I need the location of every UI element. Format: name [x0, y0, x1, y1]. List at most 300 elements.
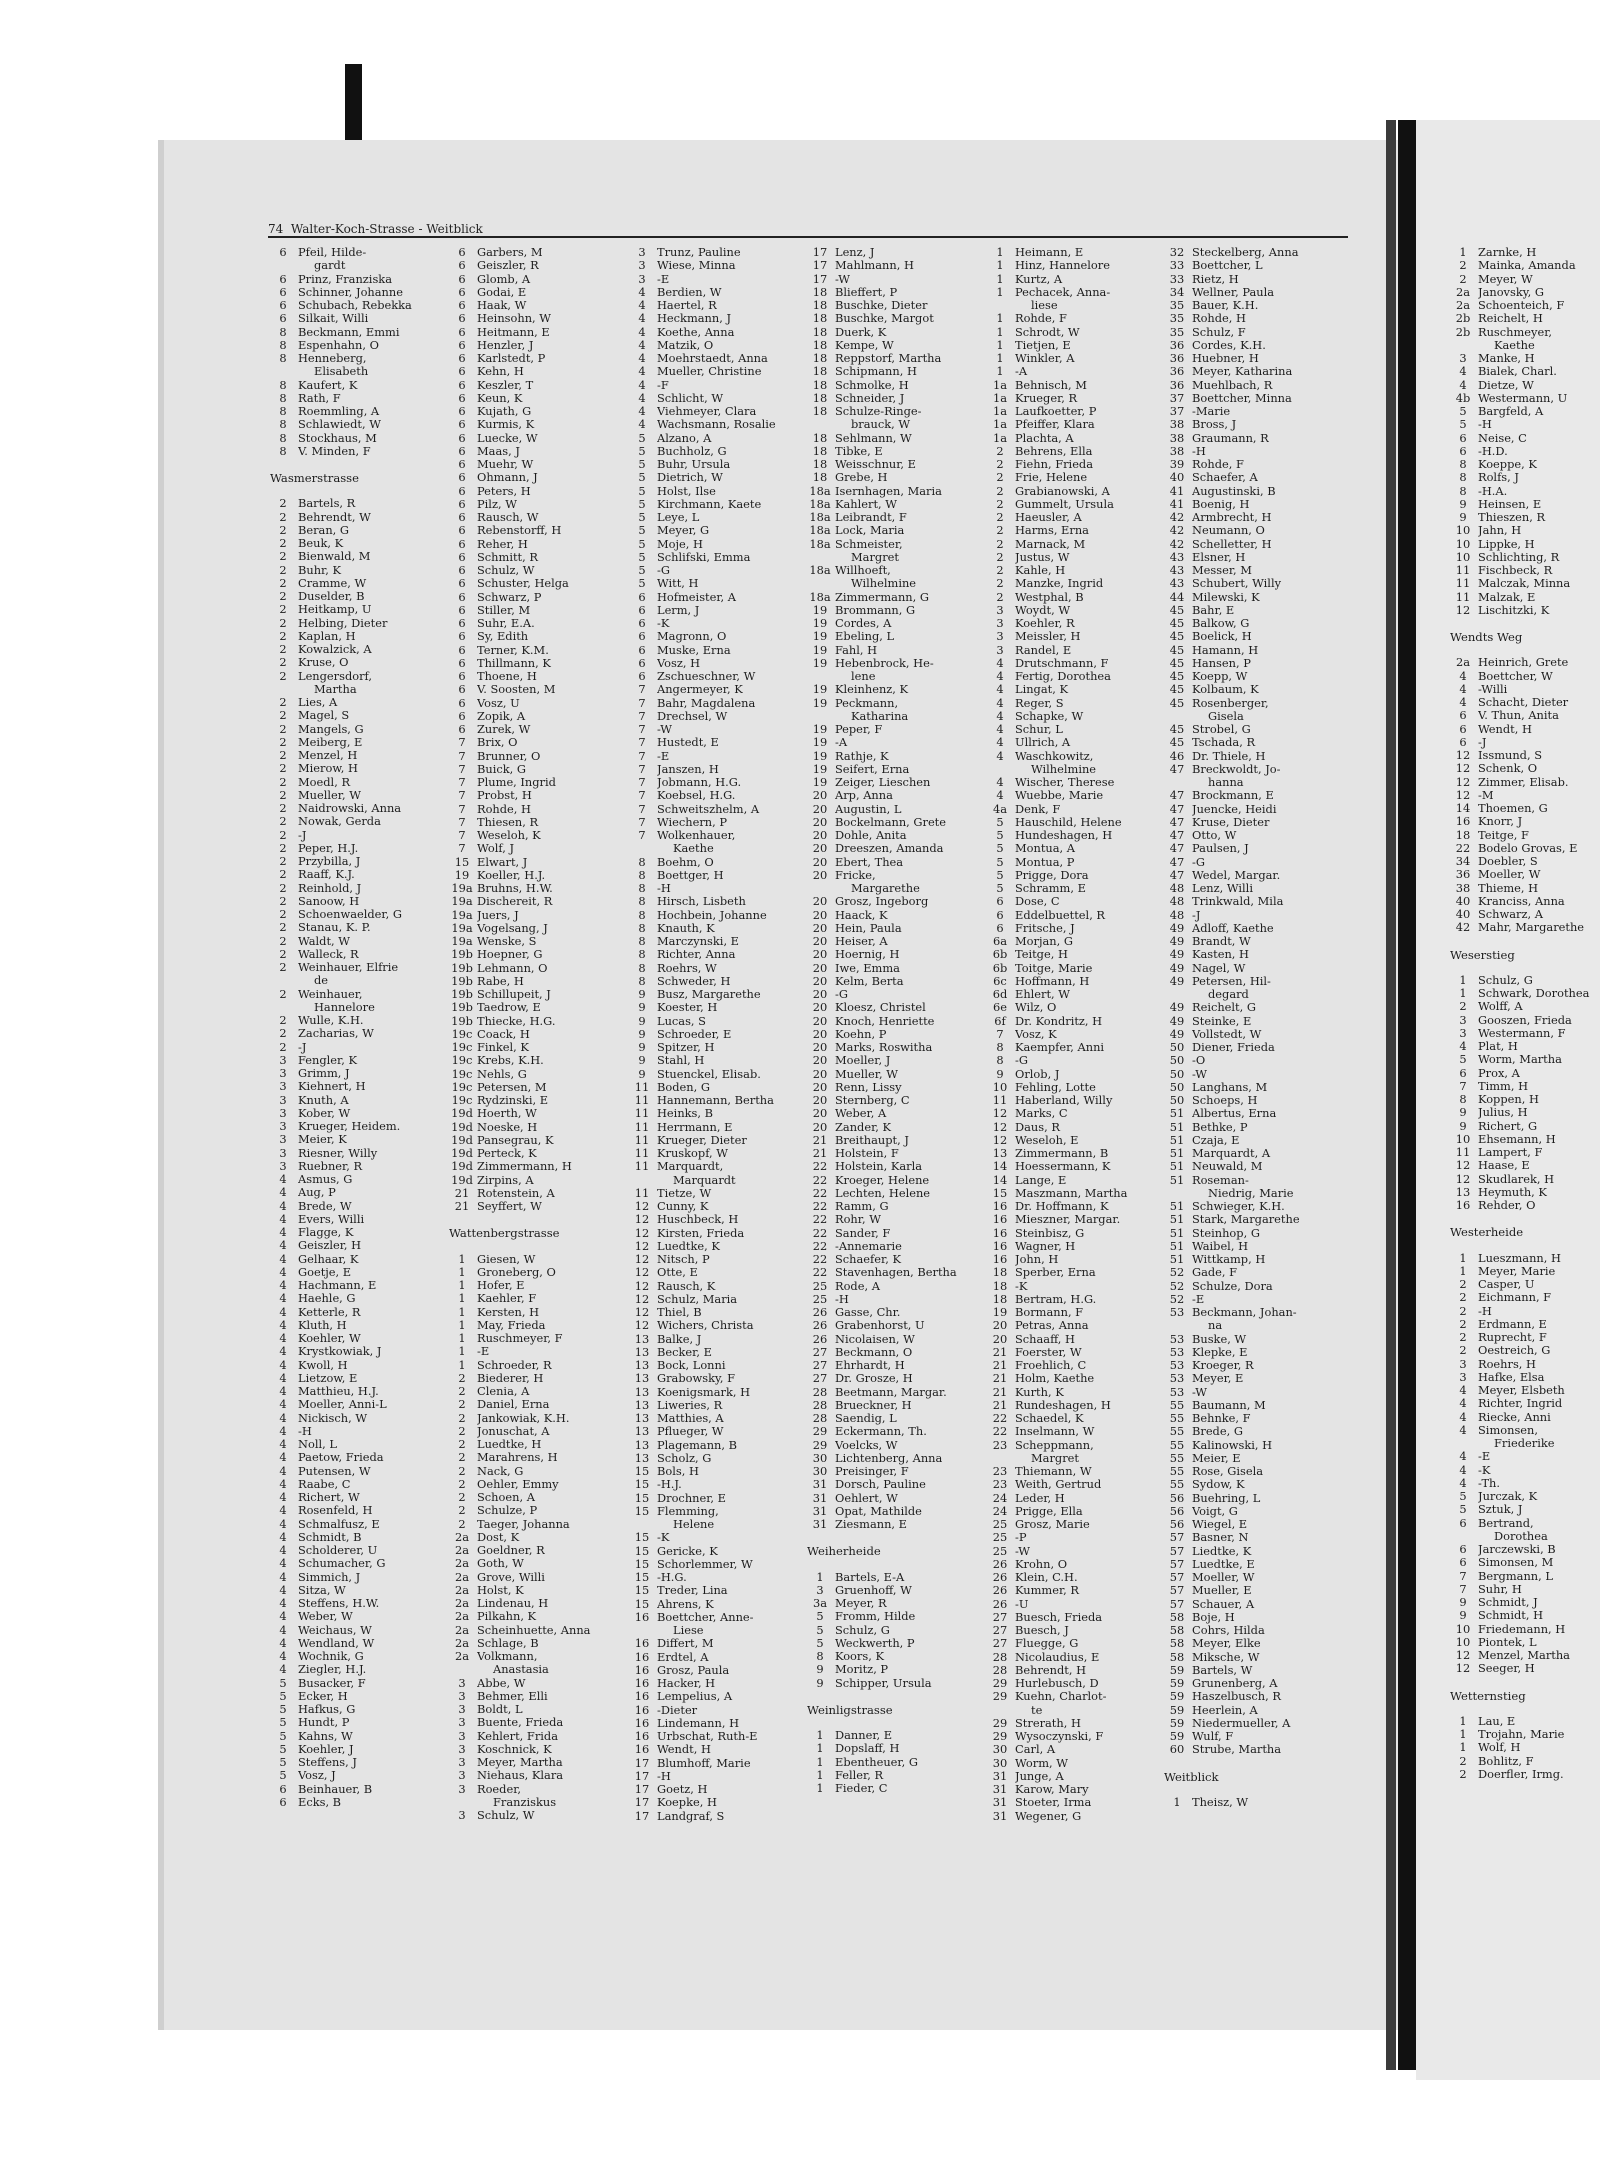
directory-entry [447, 670, 619, 683]
house-number: 1a [992, 430, 1008, 445]
directory-entry [1448, 273, 1598, 286]
house-number: 20 [812, 960, 828, 975]
resident-name: Schulze-Ringe- [835, 405, 922, 418]
directory-entry [985, 1147, 1157, 1160]
resident-name: Biederer, H [477, 1371, 544, 1385]
resident-name: Rietz, H [1192, 272, 1239, 286]
directory-entry [447, 1015, 619, 1028]
directory-entry [805, 1372, 977, 1385]
resident-name: Bartels, W [1192, 1663, 1253, 1677]
house-number [268, 974, 298, 987]
directory-entry [805, 432, 977, 445]
house-number: 19c [451, 1040, 473, 1054]
resident-name: Elisabeth [314, 365, 369, 379]
house-number: 1 [458, 1357, 466, 1372]
house-number: 20 [812, 987, 828, 1001]
house-number: 31 [812, 1503, 828, 1518]
resident-name: Heinrich, Grete [1478, 656, 1569, 670]
directory-entry [985, 895, 1157, 908]
directory-entry [1162, 1293, 1352, 1306]
directory-entry [447, 458, 619, 471]
house-number: 52 [1169, 1278, 1185, 1293]
directory-entry [268, 259, 440, 272]
resident-name: degard [1208, 988, 1249, 1001]
directory-entry [1162, 1598, 1352, 1611]
house-number: 38 [1169, 430, 1185, 445]
resident-name: Schapke, W [1015, 709, 1084, 723]
directory-entry [627, 1147, 799, 1160]
resident-name: Margret [1031, 1451, 1079, 1465]
directory-entry [1162, 736, 1352, 749]
directory-entry [447, 1783, 619, 1796]
directory-entry [1162, 988, 1352, 1001]
directory-entry [627, 352, 799, 365]
resident-name: Elwart, J [477, 855, 528, 869]
resident-name: Lock, Maria [835, 524, 905, 538]
house-number: 45 [1169, 722, 1185, 736]
house-number: 8 [996, 1053, 1004, 1068]
house-number: 53 [1169, 1371, 1185, 1386]
resident-name: -H [1478, 1304, 1492, 1318]
house-number: 4 [1459, 695, 1467, 709]
house-number: 19c [451, 1066, 473, 1081]
directory-entry [268, 749, 440, 762]
resident-name: Prigge, Ella [1015, 1504, 1083, 1518]
house-number: 37 [1169, 404, 1185, 418]
directory-entry [805, 1028, 977, 1041]
resident-name: Heckmann, J [657, 312, 732, 326]
house-number: 3 [279, 1105, 287, 1120]
resident-name: Kluth, H [298, 1318, 347, 1332]
resident-name: Steinbisz, G [1015, 1226, 1085, 1240]
house-number: 11 [634, 1119, 650, 1134]
resident-name: Drutschmann, F [1015, 656, 1109, 670]
house-number: 4 [996, 655, 1004, 670]
resident-name: Schulz, F [1192, 325, 1246, 339]
house-number: 11 [1455, 589, 1471, 604]
house-number: 17 [812, 258, 828, 273]
resident-name: Heinsohn, W [477, 312, 551, 326]
house-number: 51 [1169, 1212, 1185, 1227]
resident-name: Mueller, E [1192, 1584, 1252, 1598]
house-number: 2 [458, 1397, 466, 1412]
resident-name: Beetmann, Margar. [835, 1385, 947, 1399]
directory-entry [1162, 617, 1352, 630]
house-number: 49 [1169, 1000, 1185, 1015]
resident-name: Bockelmann, Grete [835, 815, 947, 829]
directory-entry [447, 551, 619, 564]
resident-name: Lueszmann, H [1478, 1251, 1561, 1265]
house-number: 2 [279, 695, 287, 709]
house-number: 15 [634, 1464, 650, 1478]
directory-entry [447, 524, 619, 537]
resident-name: Harms, Erna [1015, 524, 1089, 538]
house-number: 11 [634, 1079, 650, 1094]
house-number: 17 [812, 271, 828, 286]
house-number: 45 [1169, 735, 1185, 750]
resident-name: Terner, K.M. [477, 643, 549, 657]
house-number: 6 [1459, 734, 1467, 749]
directory-entry [985, 273, 1157, 286]
resident-name: Beinhauer, B [298, 1782, 373, 1796]
directory-entry [1448, 1530, 1598, 1543]
house-number: 2a [454, 1569, 470, 1584]
house-number: 2 [458, 1490, 466, 1504]
resident-name: Wittkamp, H [1192, 1253, 1266, 1266]
house-number: 14 [1455, 801, 1471, 815]
directory-entry [627, 418, 799, 431]
resident-name: -W [835, 272, 850, 286]
resident-name: Giesen, W [477, 1252, 536, 1266]
house-number: 5 [638, 536, 646, 551]
resident-name: Brix, O [477, 736, 518, 750]
house-number: 2 [1459, 271, 1467, 286]
directory-entry [627, 1690, 799, 1703]
house-number: 6d [992, 987, 1008, 1001]
house-number: 19 [812, 722, 828, 736]
directory-entry [447, 1557, 619, 1570]
directory-entry [268, 1557, 440, 1570]
directory-entry [805, 1266, 977, 1279]
resident-name: Schwarz, A [1478, 908, 1543, 921]
resident-name: Fahl, H [835, 643, 878, 657]
resident-name: Krebs, K.H. [477, 1054, 544, 1068]
directory-entry [627, 829, 799, 842]
house-number: 1 [996, 258, 1004, 273]
resident-name: -E [657, 272, 670, 286]
directory-entry [447, 1068, 619, 1081]
resident-name: -J [1192, 908, 1201, 922]
house-number: 40 [1455, 893, 1471, 908]
resident-name: Wichers, Christa [657, 1319, 754, 1333]
directory-entry [268, 643, 440, 656]
resident-name: Liweries, R [657, 1398, 723, 1412]
directory-entry [985, 1386, 1157, 1399]
directory-entry [985, 1081, 1157, 1094]
resident-name: Meissler, H [1015, 630, 1081, 644]
resident-name: Schinner, Johanne [298, 285, 403, 299]
directory-entry [1448, 1133, 1598, 1146]
house-number: 6 [458, 669, 466, 683]
house-number: 9 [996, 1066, 1004, 1081]
directory-entry [805, 1386, 977, 1399]
directory-entry [268, 1094, 440, 1107]
resident-name: Pechacek, Anna- [1015, 285, 1111, 299]
directory-entry [985, 882, 1157, 895]
house-number: 5 [638, 523, 646, 538]
house-number: 3 [458, 1755, 466, 1769]
resident-name: Schur, L [1015, 723, 1063, 736]
directory-entry [268, 1133, 440, 1146]
resident-name: Dreeszen, Amanda [835, 842, 944, 856]
directory-entry [627, 803, 799, 816]
directory-entry [985, 1319, 1157, 1332]
directory-entry [447, 1372, 619, 1385]
resident-name: Nehls, G [477, 1067, 527, 1081]
resident-name: Willhoeft, [835, 564, 891, 577]
directory-entry [1162, 1041, 1352, 1054]
house-number: 4 [638, 364, 646, 379]
resident-name: Jurczak, K [1478, 1490, 1538, 1503]
directory-entry [447, 683, 619, 696]
resident-name: Hoessermann, K [1015, 1160, 1111, 1174]
resident-name: Niedrig, Marie [1208, 1186, 1294, 1200]
directory-entry [447, 405, 619, 418]
house-number: 6 [638, 655, 646, 670]
house-number: 6 [458, 496, 466, 511]
directory-entry [268, 1239, 440, 1252]
resident-name: Stockhaus, M [298, 431, 377, 445]
house-number [985, 1704, 1015, 1717]
house-number: 4 [1459, 1422, 1467, 1437]
house-number: 1 [816, 1767, 824, 1782]
directory-entry [1162, 1266, 1352, 1279]
resident-name: Klepke, E [1192, 1345, 1248, 1359]
house-number: 6 [279, 1794, 287, 1809]
resident-name: Grabowsky, F [657, 1372, 736, 1386]
house-number: 5 [816, 1609, 824, 1624]
directory-entry [1162, 458, 1352, 471]
house-number: 59 [1169, 1715, 1185, 1730]
directory-entry [985, 1677, 1157, 1690]
directory-entry [268, 537, 440, 550]
directory-entry [1162, 723, 1352, 736]
directory-entry [1162, 697, 1352, 710]
resident-name: Vosz, H [657, 656, 701, 670]
house-number: 6 [458, 245, 466, 259]
resident-name: Dr. Grosze, H [835, 1372, 913, 1386]
directory-entry [627, 683, 799, 696]
resident-name: Dr. Kondritz, H [1015, 1014, 1103, 1028]
directory-entry [985, 551, 1157, 564]
directory-entry [627, 895, 799, 908]
house-number: 45 [1169, 655, 1185, 670]
directory-entry [1448, 564, 1598, 577]
resident-name: Plachta, A [1015, 431, 1074, 445]
resident-name: Armbrecht, H [1192, 511, 1272, 524]
directory-entry [1448, 1649, 1598, 1662]
resident-name: Meier, K [298, 1133, 347, 1147]
directory-entry [985, 259, 1157, 272]
directory-entry [985, 577, 1157, 590]
house-number: 2a [1455, 298, 1471, 312]
resident-name: Dietrich, W [657, 471, 723, 485]
directory-entry [1448, 339, 1598, 352]
directory-entry [1162, 1399, 1352, 1412]
resident-name: -K [1015, 1279, 1028, 1293]
resident-name: Ziegler, H.J. [298, 1663, 367, 1677]
house-number: 7 [458, 775, 466, 789]
house-number: 30 [812, 1464, 828, 1478]
resident-name: Haase, E [1478, 1159, 1530, 1173]
house-number: 6 [279, 298, 287, 312]
house-number: 59 [1169, 1662, 1185, 1677]
house-number: 7 [458, 828, 466, 842]
directory-entry [985, 246, 1157, 259]
resident-name: Richert, G [1478, 1119, 1538, 1133]
resident-name: te [1031, 1703, 1043, 1717]
house-number: 12 [1455, 774, 1471, 789]
resident-name: Thoemen, G [1478, 802, 1548, 815]
resident-name: Helene [673, 1518, 715, 1531]
resident-name: Koenigsmark, H [657, 1385, 751, 1399]
resident-name: Schwarz, P [477, 590, 542, 604]
directory-entry [805, 1134, 977, 1147]
resident-name: Schoenwaelder, G [298, 908, 402, 921]
resident-name: Brommann, G [835, 603, 916, 617]
house-number: 7 [458, 788, 466, 803]
house-number: 7 [458, 814, 466, 829]
directory-entry [447, 485, 619, 498]
directory-entry [1448, 1464, 1598, 1477]
resident-name: Bahr, Magdalena [657, 696, 756, 710]
directory-entry [805, 1584, 977, 1597]
directory-entry [985, 1068, 1157, 1081]
resident-name: Kaplan, H [298, 629, 356, 643]
resident-name: Lischitzki, K [1478, 603, 1550, 617]
house-number: 8 [638, 960, 646, 975]
resident-name: Schipper, Ursula [835, 1676, 932, 1690]
resident-name: Hoernig, H [835, 948, 900, 962]
house-number [627, 842, 657, 855]
resident-name: Perteck, K [477, 1147, 537, 1160]
resident-name: Voelcks, W [835, 1438, 898, 1452]
house-number: 20 [812, 1119, 828, 1134]
directory-entry [985, 458, 1157, 471]
resident-name: Asmus, G [298, 1173, 353, 1186]
directory-entry [447, 1001, 619, 1014]
resident-name: Langhans, M [1192, 1080, 1268, 1094]
resident-name: Koehler, W [298, 1332, 361, 1345]
resident-name: Bock, Lonni [657, 1359, 726, 1372]
house-number: 57 [1169, 1556, 1185, 1571]
directory-entry [805, 1610, 977, 1623]
directory-entry [1162, 1280, 1352, 1293]
house-number: 2a [454, 1582, 470, 1597]
house-number: 40 [1169, 470, 1185, 485]
directory-entry [985, 1359, 1157, 1372]
resident-name: Stanau, K. P. [298, 921, 371, 935]
house-number: 3 [458, 1808, 466, 1822]
directory-entry [268, 577, 440, 590]
directory-entry [985, 1240, 1157, 1253]
house-number: 2a [454, 1635, 470, 1650]
house-number: 51 [1169, 1159, 1185, 1174]
resident-name: Koors, K [835, 1650, 884, 1663]
directory-entry [627, 670, 799, 683]
directory-entry [985, 776, 1157, 789]
house-number: 43 [1169, 563, 1185, 577]
directory-entry [805, 736, 977, 749]
resident-name: Haertel, R [657, 299, 717, 312]
directory-entry [447, 1054, 619, 1067]
directory-entry [447, 763, 619, 776]
resident-name: Hochbein, Johanne [657, 908, 767, 922]
directory-entry [1162, 776, 1352, 789]
house-number: 38 [1169, 443, 1185, 458]
house-number: 56 [1169, 1517, 1185, 1531]
resident-name: Lichtenberg, Anna [835, 1451, 943, 1465]
house-number: 28 [812, 1397, 828, 1412]
resident-name: Randel, E [1015, 643, 1072, 657]
resident-name: Knauth, K [657, 921, 715, 935]
resident-name: Schoeps, H [1192, 1094, 1258, 1107]
directory-entry [1448, 987, 1598, 1000]
directory-entry [268, 365, 440, 378]
house-number: 49 [1169, 960, 1185, 975]
directory-entry [627, 1240, 799, 1253]
directory-entry [985, 1412, 1157, 1425]
house-number: 8 [279, 404, 287, 418]
resident-name: Lerm, J [657, 603, 700, 617]
house-number: 1a [992, 390, 1008, 405]
directory-entry [627, 432, 799, 445]
directory-entry [985, 432, 1157, 445]
house-number: 49 [1169, 920, 1185, 935]
house-number: 57 [1169, 1530, 1185, 1545]
house-number: 6f [994, 1013, 1006, 1028]
resident-name: Kruse, Dieter [1192, 815, 1270, 829]
resident-name: Rohde, H [1192, 312, 1246, 326]
directory-entry [1162, 339, 1352, 352]
house-number: 5 [638, 457, 646, 471]
directory-entry [985, 498, 1157, 511]
directory-entry [1448, 405, 1598, 418]
house-number: 6 [279, 245, 287, 259]
directory-entry [627, 1200, 799, 1213]
house-number: 19 [812, 775, 828, 789]
directory-entry [805, 246, 977, 259]
directory-entry [447, 1504, 619, 1517]
resident-name: Schauer, A [1192, 1597, 1255, 1611]
resident-name: Sehlmann, W [835, 431, 912, 445]
house-number: 53 [1169, 1331, 1185, 1346]
directory-entry [627, 1770, 799, 1783]
house-number: 1 [458, 1251, 466, 1266]
directory-entry [1162, 1465, 1352, 1478]
directory-entry [447, 1187, 619, 1200]
resident-name: Koester, H [657, 1001, 718, 1015]
directory-entry [627, 1107, 799, 1120]
house-number [985, 1452, 1015, 1465]
resident-name: Laufkoetter, P [1015, 405, 1097, 418]
directory-entry [1448, 1570, 1598, 1583]
directory-entry [447, 1081, 619, 1094]
house-number: 19a [451, 920, 473, 935]
resident-name: Marnack, M [1015, 537, 1086, 551]
house-number: 15 [634, 1490, 650, 1505]
house-number: 3 [1459, 1025, 1467, 1040]
resident-name: Scholz, G [657, 1451, 712, 1465]
resident-name: Weseloh, E [1015, 1133, 1079, 1147]
resident-name: Juencke, Heidi [1192, 802, 1277, 816]
house-number: 22 [992, 1411, 1008, 1425]
directory-entry [1162, 471, 1352, 484]
resident-name: Jonuschat, A [477, 1424, 550, 1438]
resident-name: Krueger, Heidem. [298, 1120, 401, 1133]
house-number: 2 [1459, 1303, 1467, 1318]
house-number: 5 [1459, 1052, 1467, 1067]
resident-name: Flagge, K [298, 1226, 354, 1239]
house-number: 6 [458, 364, 466, 379]
house-number: 20 [812, 801, 828, 816]
directory-entry [1448, 1067, 1598, 1080]
house-number: 6 [1459, 1555, 1467, 1570]
directory-entry [447, 1319, 619, 1332]
directory-entry [805, 273, 977, 286]
directory-entry [1448, 432, 1598, 445]
house-number: 13 [634, 1371, 650, 1386]
